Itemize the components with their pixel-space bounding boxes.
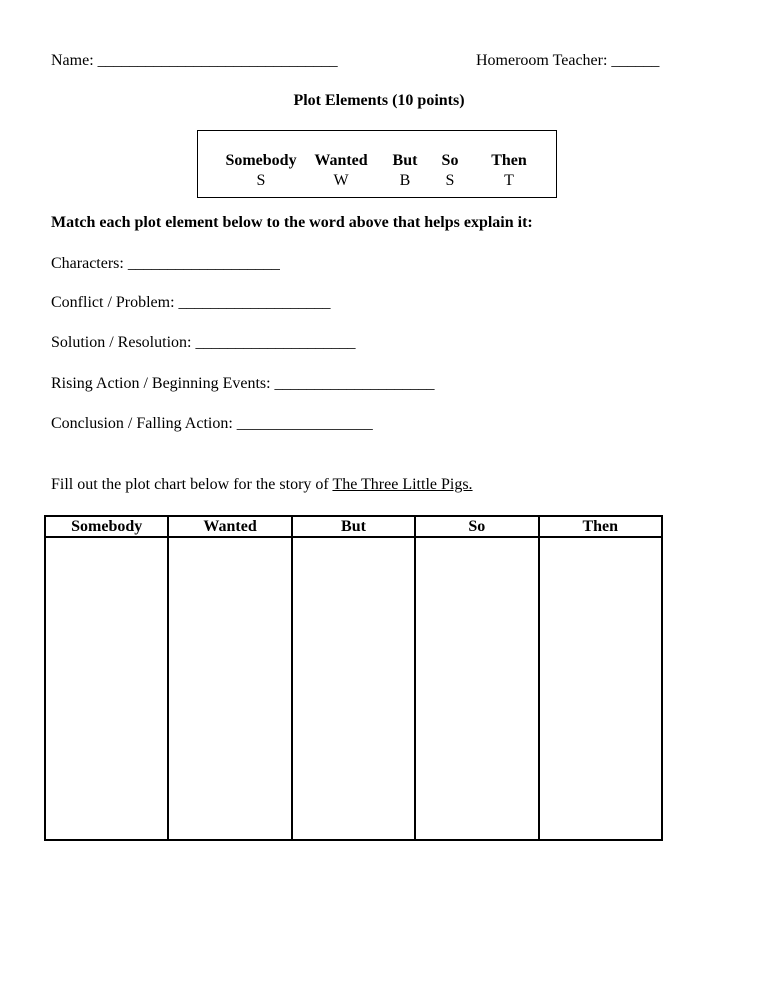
answer-cell-somebody[interactable] bbox=[45, 537, 168, 840]
homeroom-teacher-label: Homeroom Teacher: ______ bbox=[476, 52, 660, 69]
page-title: Plot Elements (10 points) bbox=[293, 92, 465, 109]
chart-prompt-text: Fill out the plot chart below for the story of bbox=[51, 476, 333, 493]
key-so bbox=[430, 151, 470, 191]
answer-cell-then[interactable] bbox=[539, 537, 662, 840]
plot-chart-table bbox=[44, 515, 663, 841]
key-letter: W bbox=[333, 172, 349, 189]
key-somebody bbox=[221, 151, 301, 191]
match-conclusion: Conclusion / Falling Action: _________________ bbox=[51, 415, 373, 432]
key-word: But bbox=[392, 152, 418, 169]
match-rising-action: Rising Action / Beginning Events: ____________________ bbox=[51, 375, 435, 392]
plot-chart-answer-row bbox=[45, 537, 662, 840]
match-characters: Characters: ___________________ bbox=[51, 255, 280, 272]
match-conflict: Conflict / Problem: ___________________ bbox=[51, 294, 331, 311]
chart-prompt bbox=[51, 476, 473, 494]
answer-cell-wanted[interactable] bbox=[168, 537, 291, 840]
key-letter: B bbox=[399, 172, 411, 189]
header-then: Then bbox=[539, 516, 662, 537]
swbst-key-box bbox=[197, 130, 557, 198]
key-letter: T bbox=[504, 172, 514, 189]
answer-cell-but[interactable] bbox=[292, 537, 415, 840]
name-field-label: Name: ______________________________ bbox=[51, 52, 338, 69]
match-solution: Solution / Resolution: ____________________ bbox=[51, 334, 356, 351]
key-letter: S bbox=[445, 172, 455, 189]
key-word: So bbox=[441, 152, 459, 169]
key-but bbox=[380, 151, 430, 191]
header-somebody: Somebody bbox=[45, 516, 168, 537]
plot-chart-header-row bbox=[45, 516, 662, 537]
key-word: Then bbox=[491, 152, 527, 169]
matching-instructions: Match each plot element below to the word above that helps explain it: bbox=[51, 214, 533, 231]
key-word: Somebody bbox=[225, 152, 297, 169]
key-word: Wanted bbox=[314, 152, 368, 169]
answer-cell-so[interactable] bbox=[415, 537, 538, 840]
story-title: The Three Little Pigs. bbox=[332, 476, 473, 493]
header-but: But bbox=[292, 516, 415, 537]
header-so: So bbox=[415, 516, 538, 537]
key-letter: S bbox=[256, 172, 266, 189]
key-wanted bbox=[301, 151, 381, 191]
key-then bbox=[479, 151, 539, 191]
header-wanted: Wanted bbox=[168, 516, 291, 537]
